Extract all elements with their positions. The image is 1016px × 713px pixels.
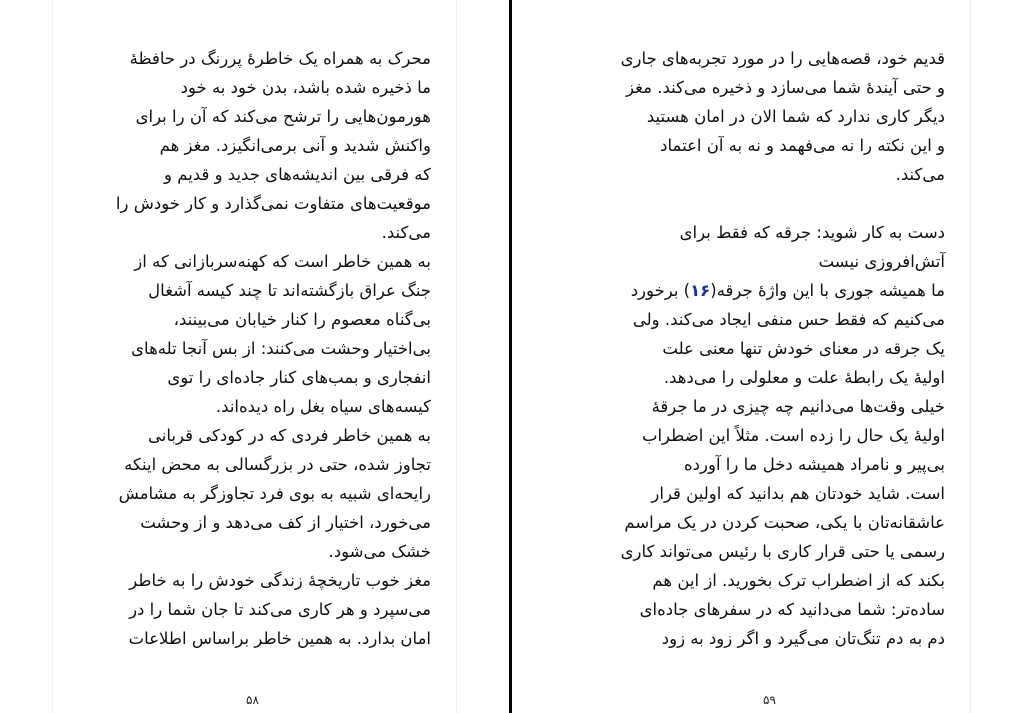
left-page-text — [81, 44, 431, 653]
text-line: تجاوز شده، حتی در بزرگسالی به محض اینکه — [124, 455, 431, 474]
text-line: محرک به همراه یک خاطرهٔ پررنگ در حافظهٔ — [129, 49, 431, 68]
text-line: مغز خوب تاریخچهٔ زندگی خودش را به خاطر — [129, 571, 431, 590]
page-edge — [970, 0, 971, 713]
text-line: و این نکته را نه می‌فهمد و نه به آن اعتماد — [660, 136, 945, 155]
text-line: ساده‌تر: شما می‌دانید که در سفرهای جاده‌ای — [639, 600, 945, 619]
paragraph-block — [585, 44, 945, 189]
text-line: امان بدارد. به همین خاطر براساس اطلاعات — [128, 629, 431, 648]
left-page-number: ۵۸ — [246, 693, 259, 707]
text-line: می‌کند. — [381, 223, 431, 242]
book-spine — [509, 0, 512, 713]
page-edge — [456, 0, 457, 713]
text-line: واکنش شدید و آنی برمی‌انگیزد. مغز هم — [159, 136, 431, 155]
text-line: اولیهٔ یک رابطهٔ علت و معلولی را می‌دهد. — [663, 368, 945, 387]
text-line: ما ذخیره شده باشد، بدن خود به خود — [180, 78, 431, 97]
footnote-line — [585, 276, 945, 305]
text-line: موقعیت‌های متفاوت نمی‌گذارد و کار خودش را — [115, 194, 431, 213]
paragraph-block — [585, 305, 945, 653]
text-line: است. شاید خودتان هم بدانید که اولین قرار — [651, 484, 945, 503]
text-line: می‌کنیم که فقط حس منفی ایجاد می‌کند. ولی — [632, 310, 945, 329]
text-line: کیسه‌های سیاه بغل راه دیده‌اند. — [215, 397, 431, 416]
footnote-line-end: ) برخورد — [630, 281, 691, 300]
text-line: خشک می‌شود. — [328, 542, 431, 561]
text-line: انفجاری و بمب‌های کنار جاده‌ای را توی — [167, 368, 431, 387]
text-line: بی‌پیر و نامراد همیشه دخل ما را آورده — [684, 455, 945, 474]
text-line: خیلی وقت‌ها می‌دانیم چه چیزی در ما جرقهٔ — [651, 397, 945, 416]
text-line: جنگ عراق بازگشته‌اند تا چند کیسه آشغال — [148, 281, 431, 300]
paragraph-gap — [585, 189, 945, 218]
text-line: دیگر کاری ندارد که شما الان در امان هستید — [646, 107, 945, 126]
text-line: که فرقی بین اندیشه‌های جدید و قدیم و — [164, 165, 431, 184]
right-page-text — [585, 44, 945, 653]
footnote-link[interactable]: ۱۶ — [690, 281, 711, 300]
text-line: عاشقانه‌تان با یکی، صحبت کردن در یک مراسم — [624, 513, 945, 532]
text-line: به همین خاطر است که کهنه‌سربازانی که از — [134, 252, 431, 271]
text-line: اولیهٔ یک حال را زده است. مثلاً این اضطراب — [641, 426, 945, 445]
text-line: بی‌گناه معصوم را کنار خیابان می‌بینند، — [173, 310, 431, 329]
text-line: دم به دم تنگ‌تان می‌گیرد و اگر زود به زود — [661, 629, 945, 648]
text-line: به همین خاطر فردی که در کودکی قربانی — [148, 426, 431, 445]
right-page-number: ۵۹ — [763, 693, 776, 707]
text-line: رایحه‌ای شبیه به بوی فرد تجاوزگر به مشامش — [118, 484, 431, 503]
text-line: قدیم خود، قصه‌هایی را در مورد تجربه‌های جاری — [620, 49, 945, 68]
footnote-line-start: ما همیشه جوری با این واژهٔ جرقه( — [710, 281, 945, 300]
text-line: و حتی آیندهٔ شما می‌سازد و ذخیره می‌کند. مغز — [626, 78, 945, 97]
text-line: بی‌اختیار وحشت می‌کنند: از بس آنجا تله‌های — [131, 339, 431, 358]
page-edge — [52, 0, 53, 713]
text-line: می‌کند. — [895, 165, 945, 184]
section-heading-line2: آتش‌افروزی نیست — [818, 252, 945, 271]
text-line: یک جرقه در معنای خودش تنها معنی علت — [662, 339, 945, 358]
text-line: بکند که از اضطراب ترک بخورید. از این هم — [652, 571, 945, 590]
section-heading-line1: دست به کار شوید: جرقه که فقط برای — [679, 223, 945, 242]
right-page — [513, 0, 1016, 713]
text-line: هورمون‌هایی را ترشح می‌کند که آن را برای — [135, 107, 431, 126]
text-line: می‌سپرد و هر کاری می‌کند تا جان شما را در — [129, 600, 431, 619]
text-line: می‌خورد، اختیار از کف می‌دهد و از وحشت — [140, 513, 431, 532]
text-line: رسمی یا حتی قرار کاری با رئیس می‌تواند کاری — [620, 542, 945, 561]
